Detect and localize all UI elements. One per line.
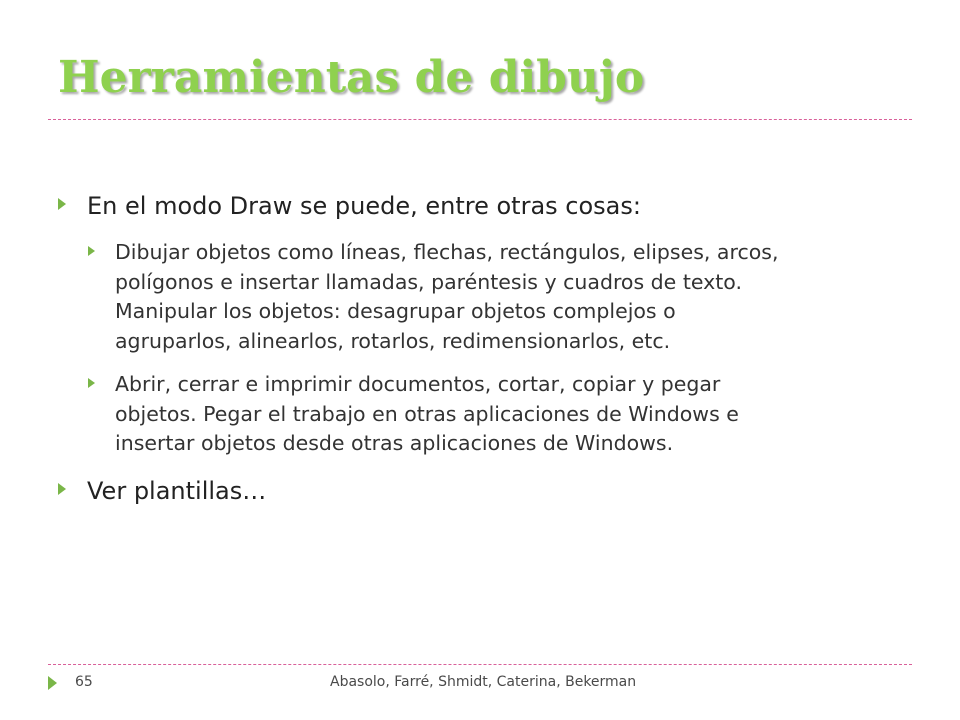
sub-bullet-line: Dibujar objetos como líneas, flechas, rectángulos, elipses, arcos, (115, 240, 779, 264)
bullet-arrow-icon (58, 483, 66, 495)
slide-content (58, 188, 918, 523)
slide-title: Herramientas de dibujo (58, 52, 645, 103)
bullet-text: En el modo Draw se puede, entre otras cosas: (87, 192, 641, 220)
sub-bullet-text (115, 238, 885, 356)
sub-bullet-item (88, 370, 918, 459)
footer-authors: Abasolo, Farré, Shmidt, Caterina, Bekerman (330, 674, 637, 690)
sub-bullet-line: polígonos e insertar llamadas, paréntesis y cuadros de texto. (115, 269, 742, 294)
footer-arrow-icon (48, 676, 57, 690)
bullet-item (58, 473, 918, 509)
sub-bullet-line: objetos. Pegar el trabajo en otras aplicaciones de Windows e (115, 401, 739, 426)
bullet-arrow-icon (88, 246, 95, 256)
page-number: 65 (75, 674, 93, 690)
bullet-arrow-icon (58, 198, 66, 210)
footer-divider (48, 664, 912, 665)
bullet-arrow-icon (88, 378, 95, 388)
title-divider (48, 119, 912, 120)
slide-footer (48, 672, 912, 700)
sub-bullet-item (88, 238, 918, 356)
sub-bullet-text (115, 370, 885, 459)
bullet-item (58, 188, 918, 224)
sub-bullet-line: agruparlos, alinearlos, rotarlos, redimensionarlos, etc. (115, 328, 671, 353)
sub-bullet-line: insertar objetos desde otras aplicaciones de Windows. (115, 431, 674, 455)
bullet-text: Ver plantillas… (87, 476, 267, 505)
sub-bullet-line: Abrir, cerrar e imprimir documentos, cortar, copiar y pegar (115, 372, 721, 396)
sub-bullet-line: Manipular los objetos: desagrupar objetos complejos o (115, 299, 676, 323)
